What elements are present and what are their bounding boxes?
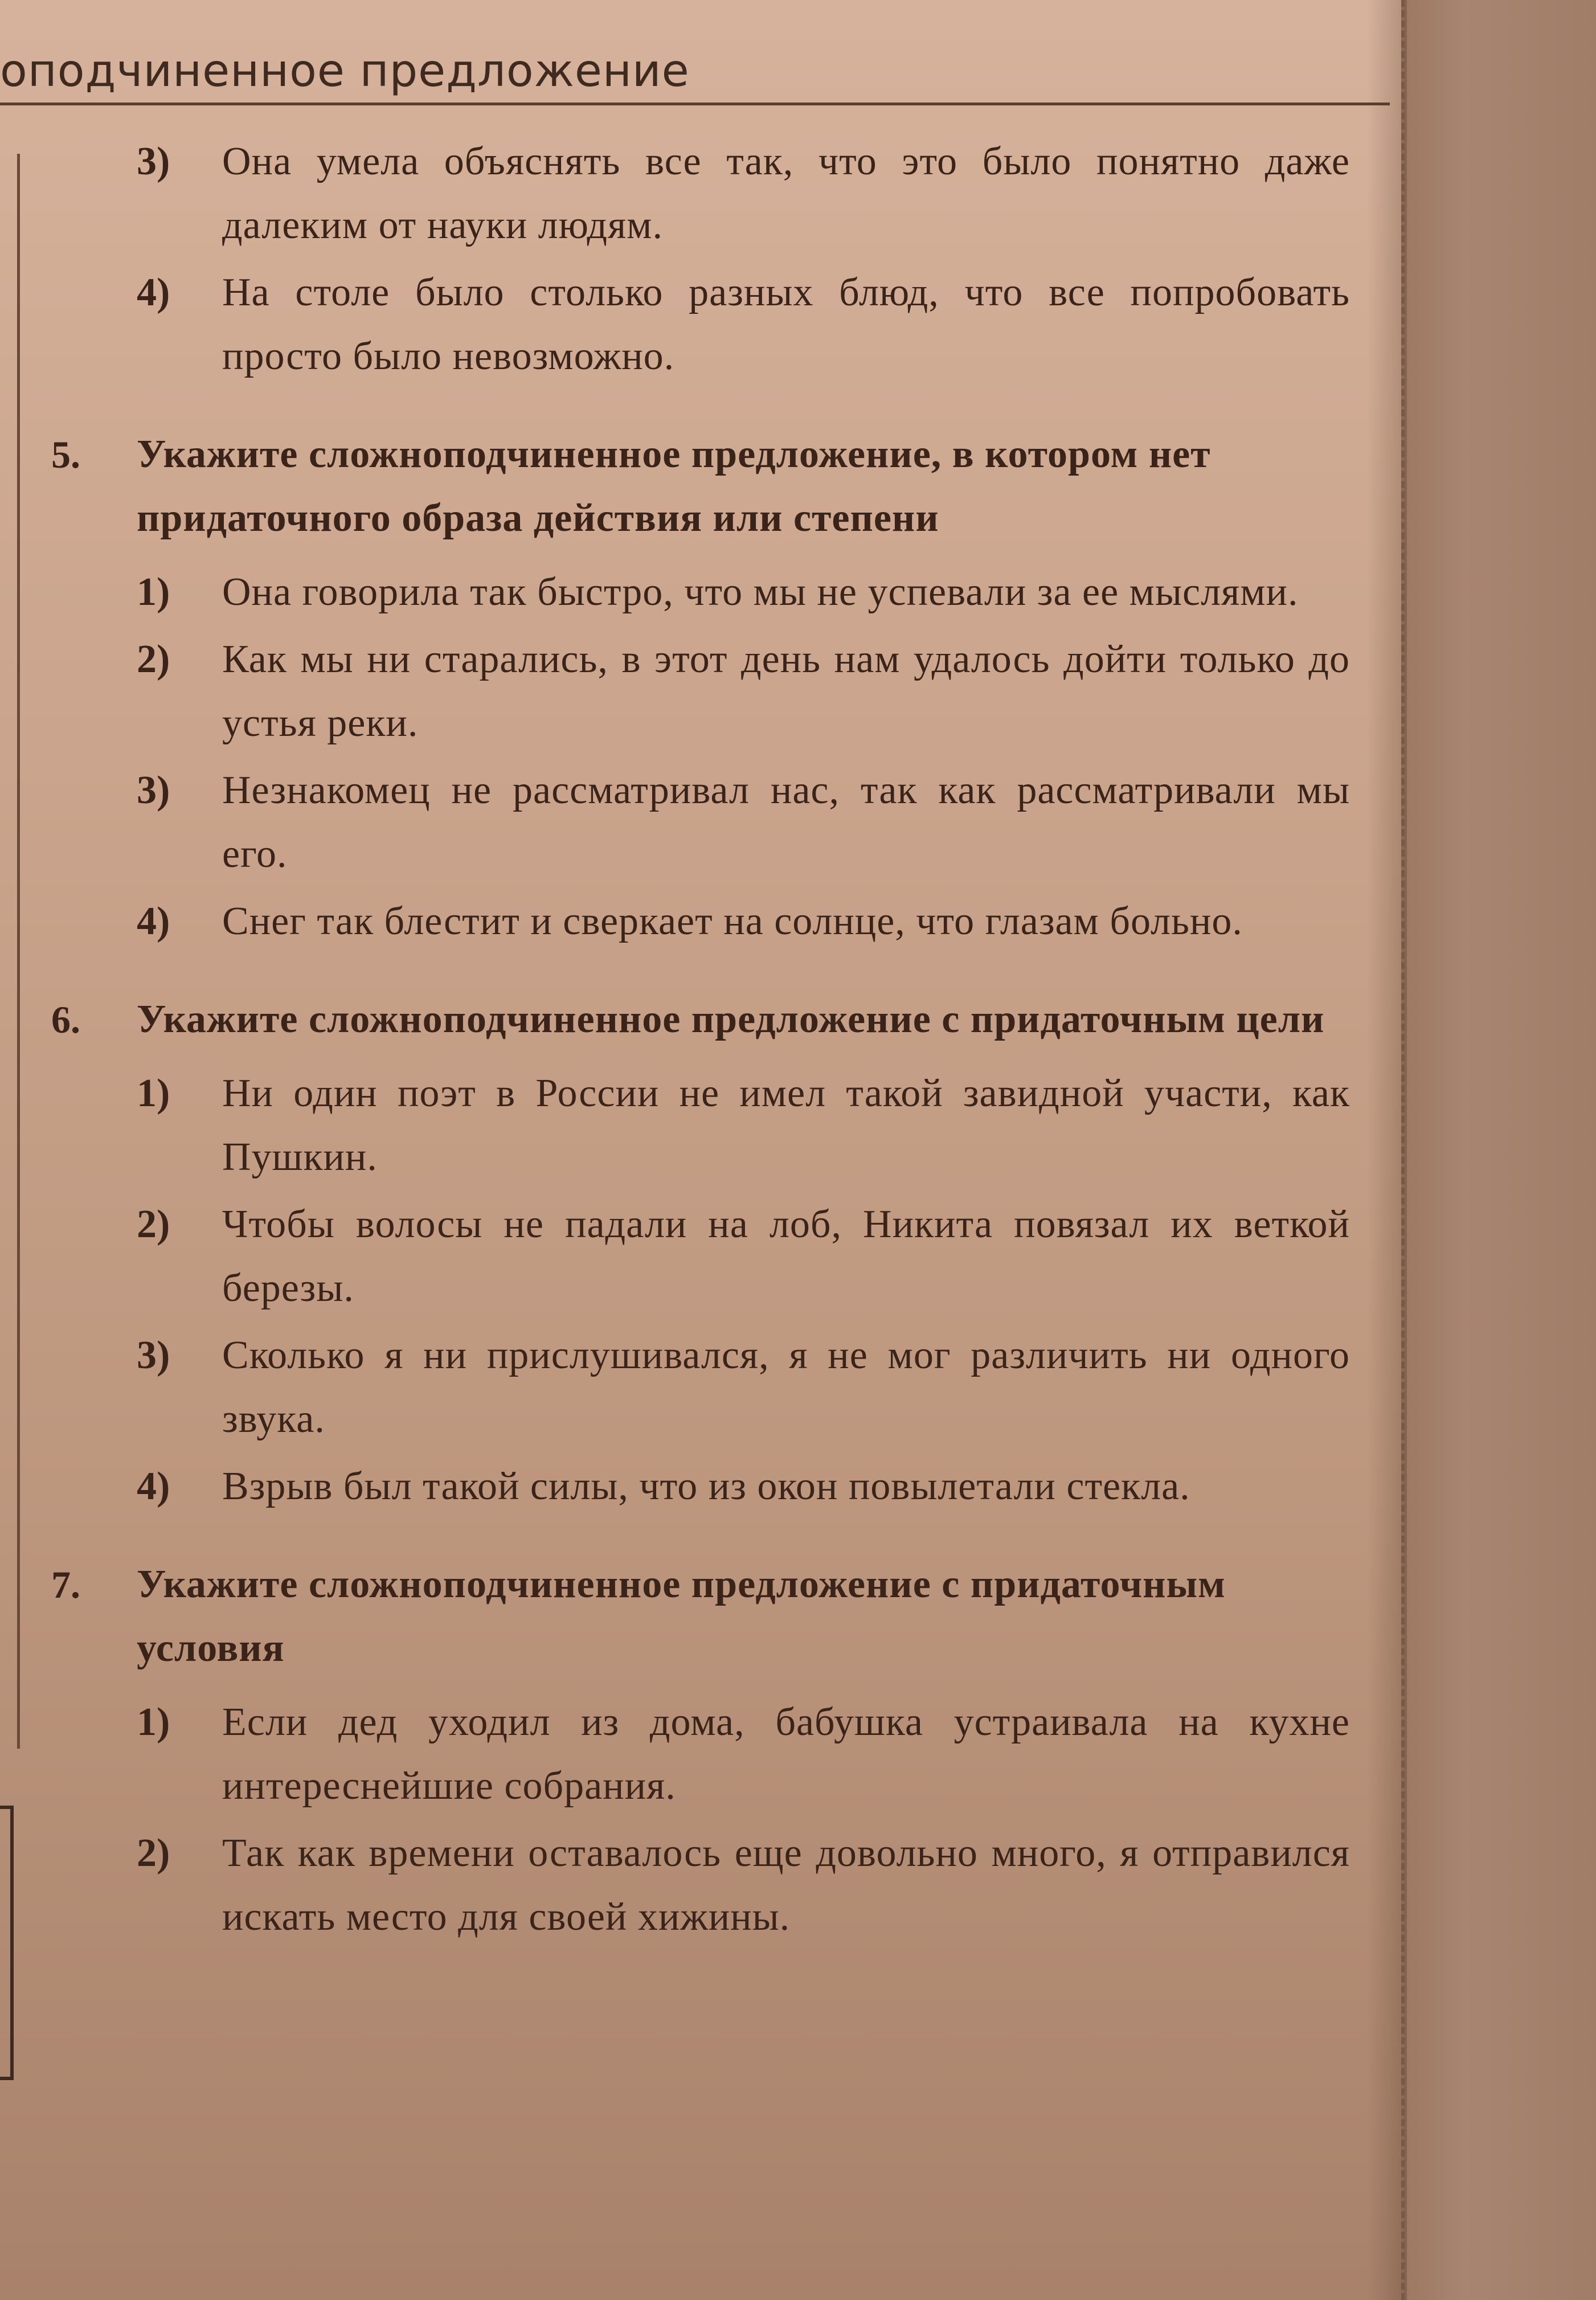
- option-text: Незнакомец не рассматривал нас, так как рассматривали мы его.: [222, 768, 1350, 876]
- header-title: оподчиненное предложение: [0, 46, 690, 97]
- margin-rule: [17, 154, 20, 1749]
- option-number: 1): [137, 1700, 170, 1744]
- task-5: [51, 423, 1350, 953]
- option-text: Как мы ни старались, в этот день нам удалось дойти только до устья реки.: [222, 637, 1350, 745]
- option-item: [137, 1193, 1350, 1320]
- option-number: 3): [137, 768, 170, 812]
- task-number: 6.: [51, 998, 80, 1041]
- page-fold-shadow: [1367, 0, 1407, 2300]
- option-text: Если дед уходил из дома, бабушка устраивала на кухне интереснейшие собрания.: [222, 1700, 1350, 1808]
- option-text: Взрыв был такой силы, что из окон повылетали стекла.: [222, 1464, 1190, 1508]
- option-list: [51, 560, 1350, 953]
- option-item: [137, 759, 1350, 886]
- option-text: Снег так блестит и сверкает на солнце, что глазам больно.: [222, 899, 1243, 943]
- option-number: 1): [137, 570, 170, 614]
- task-question: Укажите сложноподчиненное предложение с придаточным цели: [137, 997, 1325, 1041]
- option-list: [51, 1691, 1350, 1949]
- task-7: [51, 1553, 1350, 1949]
- option-item: [137, 890, 1350, 953]
- option-item: [137, 130, 1350, 257]
- option-item: [137, 1822, 1350, 1949]
- option-number: 2): [137, 1202, 170, 1246]
- option-text: Ни один поэт в России не имел такой завидной участи, как Пушкин.: [222, 1071, 1350, 1179]
- option-list: [51, 1062, 1350, 1519]
- task-question: Укажите сложноподчиненное предложение, в котором нет придаточного образа действия или степени: [137, 432, 1211, 540]
- option-item: [137, 628, 1350, 755]
- option-number: 2): [137, 637, 170, 681]
- option-text: На столе было столько разных блюд, что все попробовать просто было невозможно.: [222, 271, 1350, 378]
- option-number: 3): [137, 1333, 170, 1377]
- option-list: [51, 130, 1350, 388]
- task-6: [51, 988, 1350, 1519]
- option-text: Она умела объяснять все так, что это было понятно даже далеким от науки людям.: [222, 140, 1350, 247]
- option-item: [137, 1062, 1350, 1189]
- option-number: 3): [137, 140, 170, 183]
- option-text: Чтобы волосы не падали на лоб, Никита повязал их веткой березы.: [222, 1202, 1350, 1310]
- option-number: 4): [137, 1464, 170, 1508]
- task-number: 5.: [51, 433, 80, 476]
- task-question: Укажите сложноподчиненное предложение с придаточным условия: [137, 1562, 1226, 1670]
- option-text: Сколько я ни прислушивался, я не мог различить ни одного звука.: [222, 1333, 1350, 1441]
- option-text: Так как времени оставалось еще довольно много, я отправился искать место для своей хижины.: [222, 1831, 1350, 1939]
- option-item: [137, 560, 1350, 624]
- option-number: 4): [137, 271, 170, 314]
- adjacent-page-edge: [1401, 0, 1596, 2300]
- task-number: 7.: [51, 1563, 80, 1606]
- option-number: 1): [137, 1071, 170, 1115]
- running-header: [0, 40, 1390, 105]
- option-number: 2): [137, 1831, 170, 1875]
- option-item: [137, 261, 1350, 388]
- option-text: Она говорила так быстро, что мы не успевали за ее мыслями.: [222, 570, 1299, 614]
- option-item: [137, 1324, 1350, 1451]
- option-number: 4): [137, 899, 170, 943]
- previous-task-continuation: [51, 130, 1350, 388]
- option-item: [137, 1455, 1350, 1519]
- exercise-content: [51, 120, 1350, 1983]
- option-item: [137, 1691, 1350, 1818]
- margin-bracket: [0, 1806, 14, 2080]
